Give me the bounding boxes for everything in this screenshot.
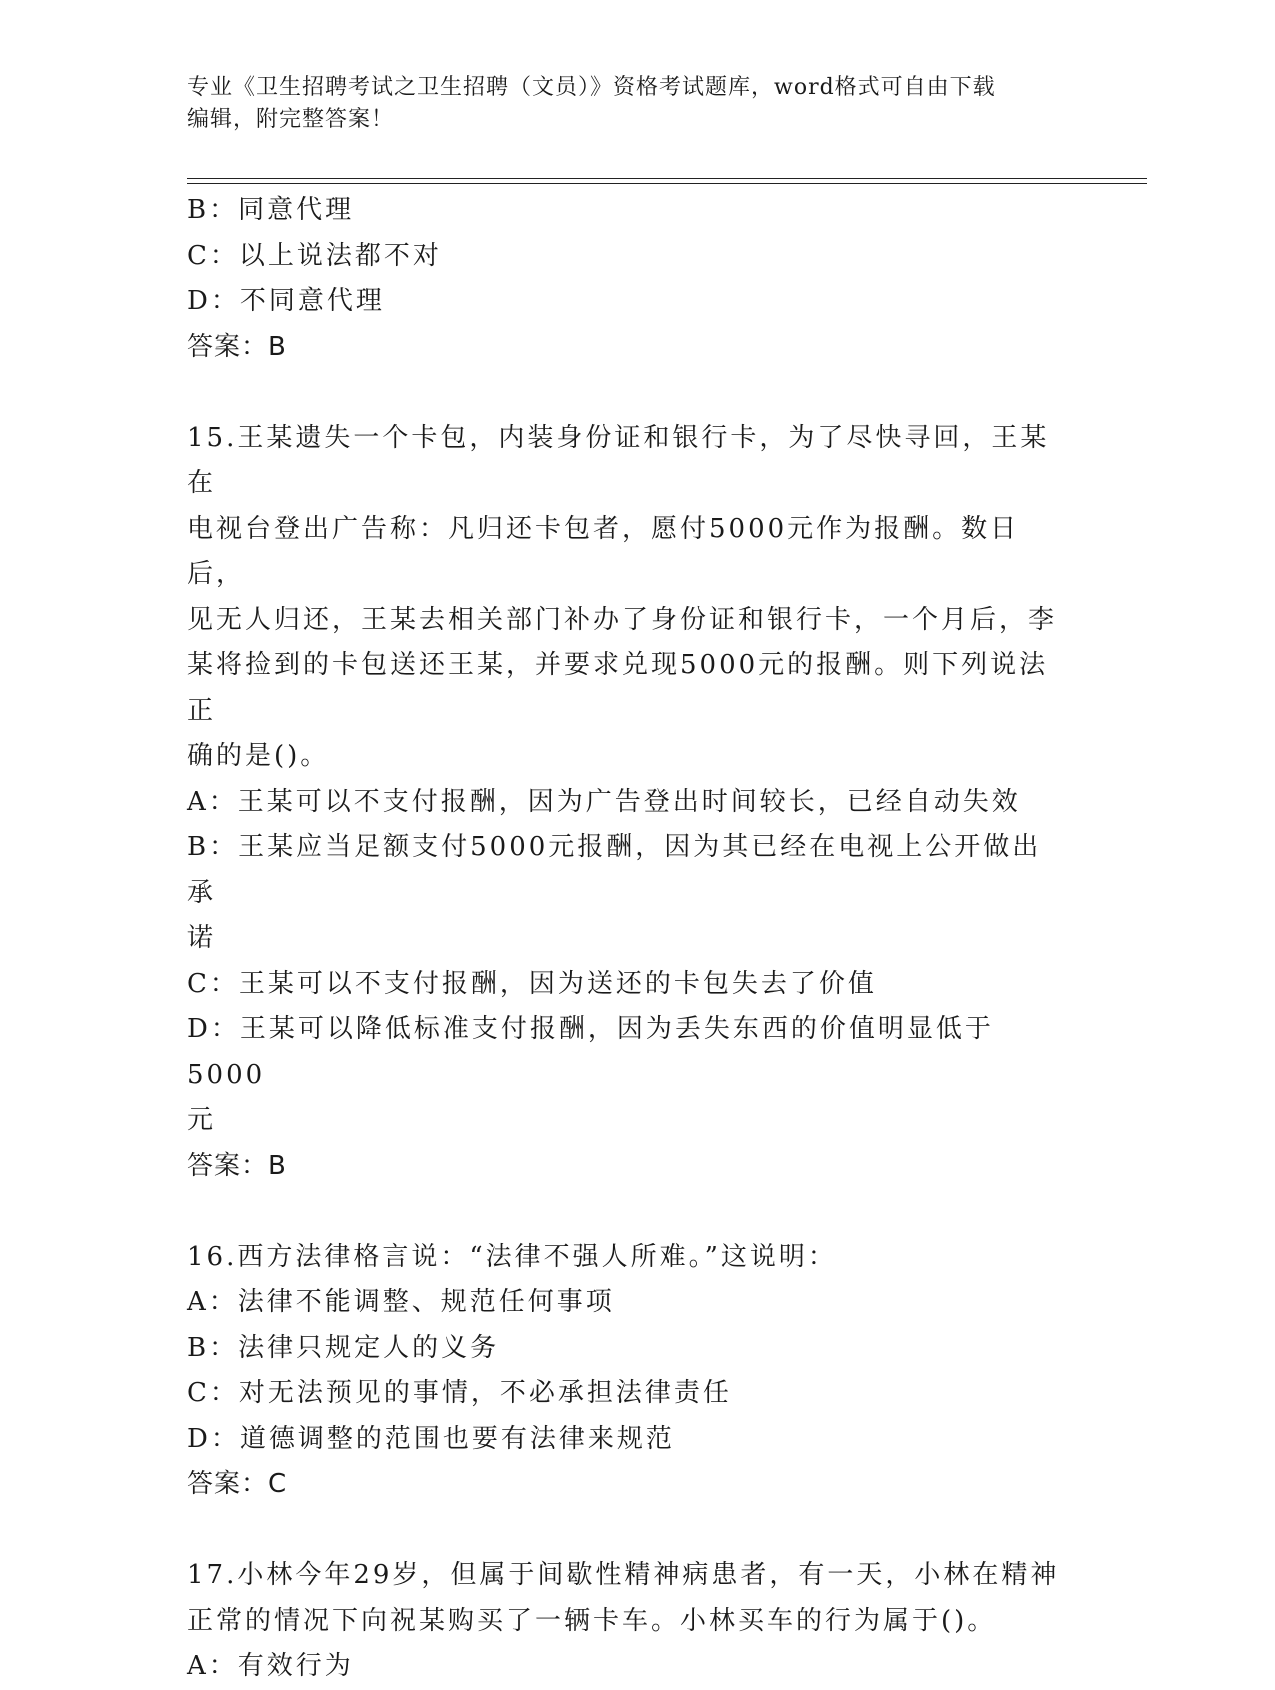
- spacer: [187, 1189, 1067, 1235]
- question-text-line: 确的是()。: [187, 741, 330, 771]
- option-d: D：不同意代理: [187, 286, 385, 316]
- option-d: D：道德调整的范围也要有法律来规范: [187, 1423, 675, 1454]
- header-line-2: 编辑，附完整答案！: [187, 107, 395, 132]
- option-d: D：王某可以降低标准支付报酬，因为丢失东西的价值明显低于5000: [187, 1014, 994, 1090]
- question-14-tail: [187, 188, 1067, 370]
- header-divider-bottom: [187, 183, 1147, 184]
- question-17: [187, 1553, 1067, 1690]
- option-a: A：法律不能调整、规范任何事项: [187, 1287, 615, 1317]
- option-a: A：王某可以不支付报酬，因为广告登出时间较长，已经自动失效: [187, 786, 1021, 817]
- question-16: [187, 1235, 1067, 1508]
- option-b: B：法律只规定人的义务: [187, 1332, 500, 1363]
- answer-line: 答案：B: [187, 331, 287, 362]
- spacer: [187, 370, 1067, 416]
- option-b: B：同意代理: [187, 195, 355, 225]
- header-divider-top: [187, 178, 1147, 179]
- option-c: C：以上说法都不对: [187, 240, 442, 271]
- question-text-line: 正常的情况下向祝某购买了一辆卡车。小林买车的行为属于()。: [187, 1605, 997, 1636]
- option-c: C：对无法预见的事情，不必承担法律责任: [187, 1378, 732, 1408]
- document-header: [187, 72, 1067, 136]
- option-b-continued: 诺: [187, 923, 217, 953]
- spacer: [187, 1508, 1067, 1554]
- document-body: [187, 188, 1067, 1690]
- question-text-line: 15.王某遗失一个卡包，内装身份证和银行卡，为了尽快寻回，王某在: [187, 422, 1050, 498]
- question-text-line: 电视台登出广告称：凡归还卡包者，愿付5000元作为报酬。数日后，: [187, 513, 1020, 589]
- answer-line: 答案：C: [187, 1469, 288, 1499]
- option-b: B：王某应当足额支付5000元报酬，因为其已经在电视上公开做出承: [187, 832, 1042, 908]
- option-d-continued: 元: [187, 1105, 217, 1135]
- header-line-1: 专业《卫生招聘考试之卫生招聘（文员）》资格考试题库，word格式可自由下载: [187, 75, 996, 100]
- question-text-line: 17.小林今年29岁，但属于间歇性精神病患者，有一天，小林在精神: [187, 1560, 1060, 1590]
- question-15: [187, 416, 1067, 1190]
- option-c: C：王某可以不支付报酬，因为送还的卡包失去了价值: [187, 968, 877, 999]
- question-text-line: 某将捡到的卡包送还王某，并要求兑现5000元的报酬。则下列说法正: [187, 650, 1049, 726]
- question-text-line: 16.西方法律格言说：“法律不强人所难。”这说明：: [187, 1241, 837, 1272]
- question-text-line: 见无人归还，王某去相关部门补办了身份证和银行卡，一个月后，李: [187, 604, 1058, 635]
- option-a: A：有效行为: [187, 1651, 354, 1681]
- answer-line: 答案：B: [187, 1150, 287, 1181]
